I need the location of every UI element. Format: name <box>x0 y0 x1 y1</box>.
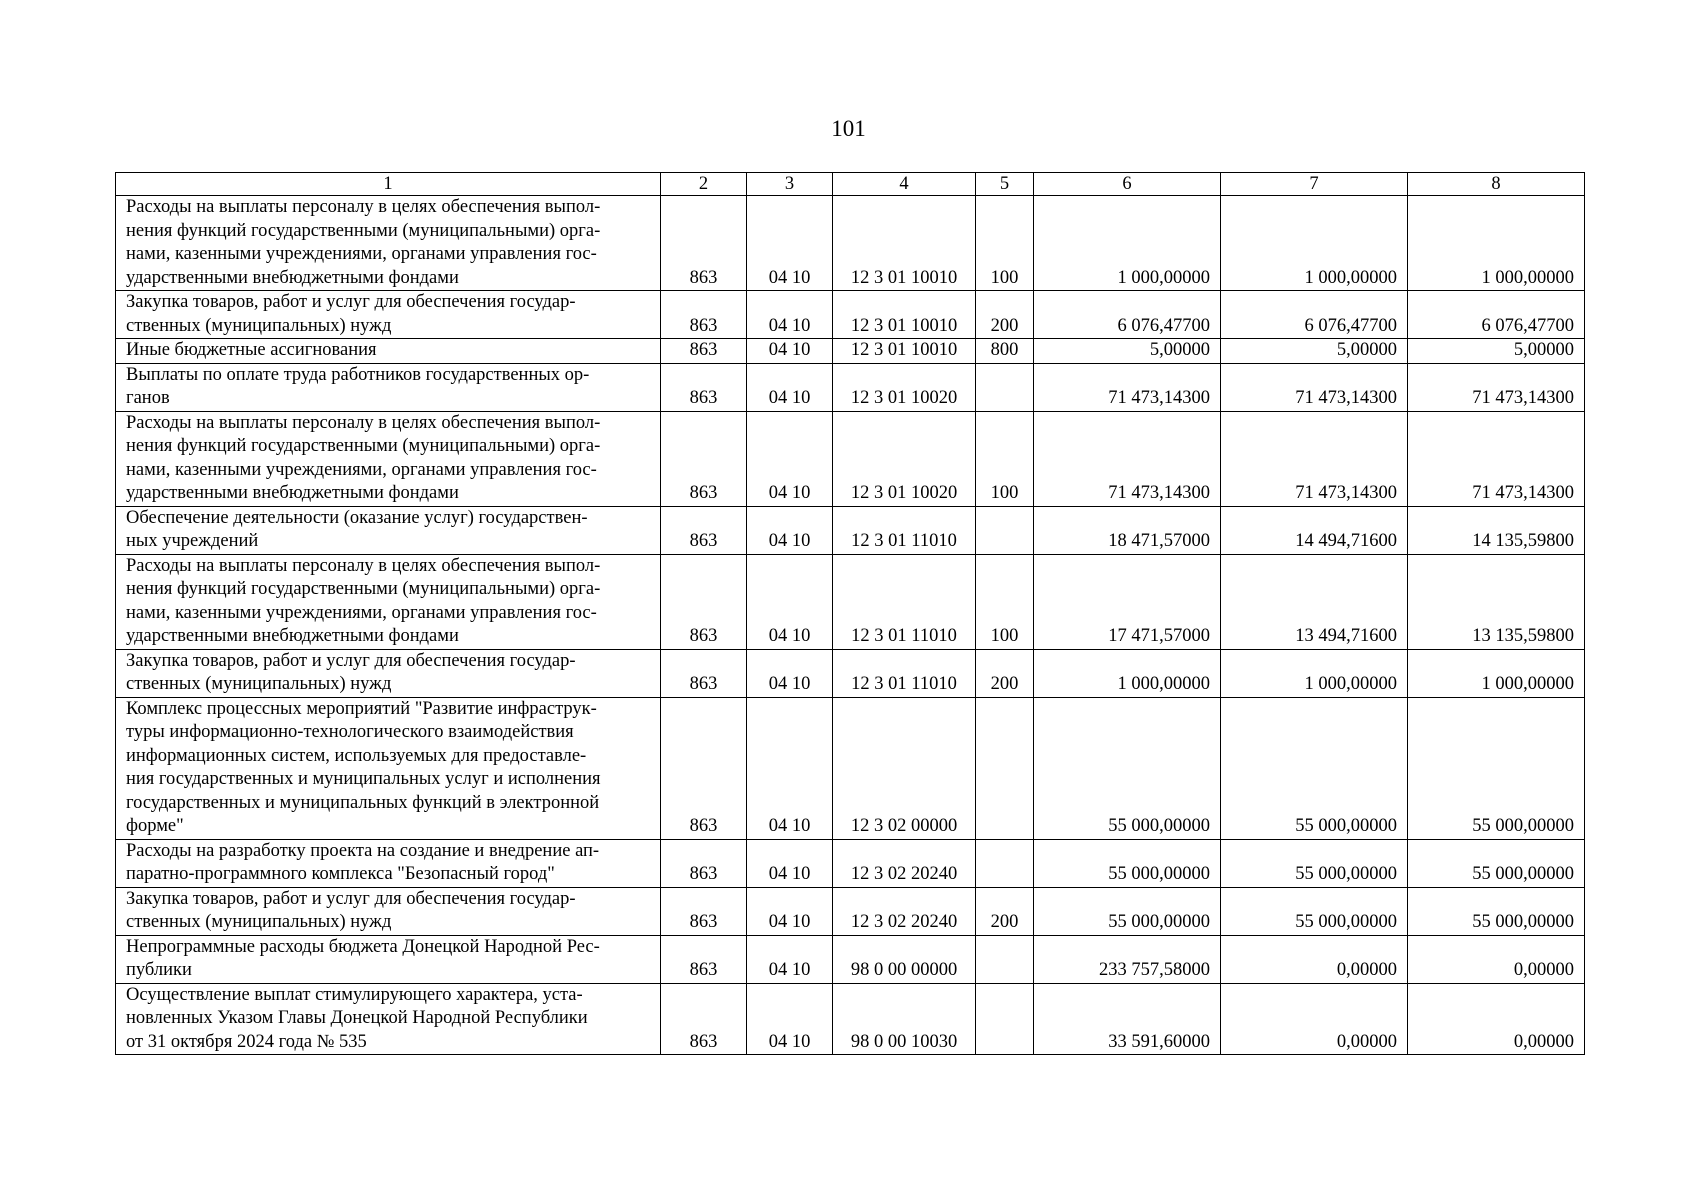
amount-col-7: 0,00000 <box>1221 935 1408 983</box>
section-code: 04 10 <box>747 983 833 1055</box>
column-header: 7 <box>1221 173 1408 196</box>
amount-col-8: 0,00000 <box>1408 935 1585 983</box>
expense-name: Расходы на разработку проекта на создание и внедрение ап- паратно-программного комплекса "Безопасный город" <box>116 839 661 887</box>
target-article-code: 12 3 02 20240 <box>833 887 976 935</box>
amount-col-8: 71 473,14300 <box>1408 363 1585 411</box>
expense-name: Расходы на выплаты персоналу в целях обеспечения выпол- нения функций государственными (муниципальными) орга- нами, казенными учреждениями, органами управления гос- ударственными внебюджетными фондами <box>116 196 661 291</box>
table-row <box>116 554 1585 649</box>
table-row <box>116 983 1585 1055</box>
expense-type-code: 200 <box>976 887 1034 935</box>
expense-name: Расходы на выплаты персоналу в целях обеспечения выпол- нения функций государственными (муниципальными) орга- нами, казенными учреждениями, органами управления гос- ударственными внебюджетными фондами <box>116 411 661 506</box>
column-header: 2 <box>661 173 747 196</box>
expense-type-code <box>976 363 1034 411</box>
amount-col-6: 33 591,60000 <box>1034 983 1221 1055</box>
amount-col-6: 71 473,14300 <box>1034 363 1221 411</box>
target-article-code: 12 3 01 10020 <box>833 363 976 411</box>
amount-col-8: 6 076,47700 <box>1408 291 1585 339</box>
section-code: 04 10 <box>747 697 833 839</box>
table-row <box>116 839 1585 887</box>
section-code: 04 10 <box>747 363 833 411</box>
section-code: 04 10 <box>747 506 833 554</box>
expense-name: Комплекс процессных мероприятий "Развитие инфраструк- туры информационно-технологического взаимодействия информационных систем, используемых для предоставле- ния государственных и муниципальных услуг и исполнения государственных и муниципальных функций в электронной форме" <box>116 697 661 839</box>
ministry-code: 863 <box>661 291 747 339</box>
ministry-code: 863 <box>661 887 747 935</box>
amount-col-8: 71 473,14300 <box>1408 411 1585 506</box>
section-code: 04 10 <box>747 554 833 649</box>
amount-col-6: 18 471,57000 <box>1034 506 1221 554</box>
table-row <box>116 649 1585 697</box>
target-article-code: 12 3 01 10020 <box>833 411 976 506</box>
ministry-code: 863 <box>661 506 747 554</box>
ministry-code: 863 <box>661 983 747 1055</box>
expense-type-code: 200 <box>976 291 1034 339</box>
expense-name: Закупка товаров, работ и услуг для обеспечения государ- ственных (муниципальных) нужд <box>116 887 661 935</box>
table-row <box>116 697 1585 839</box>
table-row <box>116 196 1585 291</box>
amount-col-7: 14 494,71600 <box>1221 506 1408 554</box>
column-header: 8 <box>1408 173 1585 196</box>
amount-col-7: 0,00000 <box>1221 983 1408 1055</box>
amount-col-8: 55 000,00000 <box>1408 697 1585 839</box>
section-code: 04 10 <box>747 839 833 887</box>
target-article-code: 12 3 01 11010 <box>833 649 976 697</box>
table-row <box>116 935 1585 983</box>
amount-col-6: 1 000,00000 <box>1034 196 1221 291</box>
expense-name: Расходы на выплаты персоналу в целях обеспечения выпол- нения функций государственными (муниципальными) орга- нами, казенными учреждениями, органами управления гос- ударственными внебюджетными фондами <box>116 554 661 649</box>
amount-col-7: 5,00000 <box>1221 339 1408 364</box>
expense-name: Осуществление выплат стимулирующего характера, уста- новленных Указом Главы Донецкой Народной Республики от 31 октября 2024 года № 535 <box>116 983 661 1055</box>
target-article-code: 12 3 02 20240 <box>833 839 976 887</box>
section-code: 04 10 <box>747 411 833 506</box>
expense-type-code: 200 <box>976 649 1034 697</box>
section-code: 04 10 <box>747 887 833 935</box>
amount-col-6: 55 000,00000 <box>1034 697 1221 839</box>
table-row <box>116 887 1585 935</box>
target-article-code: 12 3 01 10010 <box>833 291 976 339</box>
target-article-code: 12 3 01 11010 <box>833 554 976 649</box>
amount-col-7: 6 076,47700 <box>1221 291 1408 339</box>
section-code: 04 10 <box>747 291 833 339</box>
amount-col-6: 6 076,47700 <box>1034 291 1221 339</box>
amount-col-8: 1 000,00000 <box>1408 649 1585 697</box>
amount-col-8: 5,00000 <box>1408 339 1585 364</box>
target-article-code: 98 0 00 10030 <box>833 983 976 1055</box>
ministry-code: 863 <box>661 697 747 839</box>
expense-type-code: 100 <box>976 196 1034 291</box>
amount-col-7: 71 473,14300 <box>1221 363 1408 411</box>
table-row <box>116 411 1585 506</box>
table-header-row <box>116 173 1585 196</box>
expense-type-code <box>976 697 1034 839</box>
section-code: 04 10 <box>747 196 833 291</box>
amount-col-6: 17 471,57000 <box>1034 554 1221 649</box>
expense-name: Закупка товаров, работ и услуг для обеспечения государ- ственных (муниципальных) нужд <box>116 291 661 339</box>
ministry-code: 863 <box>661 196 747 291</box>
section-code: 04 10 <box>747 339 833 364</box>
target-article-code: 12 3 01 11010 <box>833 506 976 554</box>
amount-col-7: 1 000,00000 <box>1221 196 1408 291</box>
table-row <box>116 506 1585 554</box>
amount-col-8: 14 135,59800 <box>1408 506 1585 554</box>
amount-col-6: 71 473,14300 <box>1034 411 1221 506</box>
expense-type-code: 100 <box>976 554 1034 649</box>
table-body <box>116 196 1585 1055</box>
ministry-code: 863 <box>661 839 747 887</box>
expense-type-code <box>976 506 1034 554</box>
amount-col-7: 71 473,14300 <box>1221 411 1408 506</box>
amount-col-6: 233 757,58000 <box>1034 935 1221 983</box>
section-code: 04 10 <box>747 935 833 983</box>
amount-col-8: 1 000,00000 <box>1408 196 1585 291</box>
section-code: 04 10 <box>747 649 833 697</box>
table-row <box>116 291 1585 339</box>
ministry-code: 863 <box>661 649 747 697</box>
target-article-code: 12 3 01 10010 <box>833 339 976 364</box>
expense-type-code: 100 <box>976 411 1034 506</box>
expense-type-code <box>976 935 1034 983</box>
ministry-code: 863 <box>661 339 747 364</box>
expense-name: Закупка товаров, работ и услуг для обеспечения государ- ственных (муниципальных) нужд <box>116 649 661 697</box>
expense-name: Непрограммные расходы бюджета Донецкой Народной Рес- публики <box>116 935 661 983</box>
table-row <box>116 363 1585 411</box>
expense-type-code <box>976 839 1034 887</box>
amount-col-8: 13 135,59800 <box>1408 554 1585 649</box>
expense-name: Обеспечение деятельности (оказание услуг) государствен- ных учреждений <box>116 506 661 554</box>
amount-col-8: 0,00000 <box>1408 983 1585 1055</box>
column-header: 1 <box>116 173 661 196</box>
amount-col-8: 55 000,00000 <box>1408 887 1585 935</box>
target-article-code: 12 3 01 10010 <box>833 196 976 291</box>
amount-col-7: 55 000,00000 <box>1221 839 1408 887</box>
amount-col-6: 1 000,00000 <box>1034 649 1221 697</box>
target-article-code: 98 0 00 00000 <box>833 935 976 983</box>
column-header: 5 <box>976 173 1034 196</box>
amount-col-6: 55 000,00000 <box>1034 887 1221 935</box>
expense-name: Иные бюджетные ассигнования <box>116 339 661 364</box>
amount-col-7: 13 494,71600 <box>1221 554 1408 649</box>
amount-col-7: 55 000,00000 <box>1221 887 1408 935</box>
amount-col-6: 55 000,00000 <box>1034 839 1221 887</box>
ministry-code: 863 <box>661 554 747 649</box>
ministry-code: 863 <box>661 935 747 983</box>
column-header: 6 <box>1034 173 1221 196</box>
ministry-code: 863 <box>661 411 747 506</box>
column-header: 4 <box>833 173 976 196</box>
amount-col-7: 1 000,00000 <box>1221 649 1408 697</box>
page-number: 101 <box>831 116 866 141</box>
amount-col-6: 5,00000 <box>1034 339 1221 364</box>
expense-type-code: 800 <box>976 339 1034 364</box>
target-article-code: 12 3 02 00000 <box>833 697 976 839</box>
amount-col-7: 55 000,00000 <box>1221 697 1408 839</box>
expense-name: Выплаты по оплате труда работников государственных ор- ганов <box>116 363 661 411</box>
amount-col-8: 55 000,00000 <box>1408 839 1585 887</box>
expense-type-code <box>976 983 1034 1055</box>
column-header: 3 <box>747 173 833 196</box>
ministry-code: 863 <box>661 363 747 411</box>
budget-table <box>115 172 1585 1055</box>
table-row <box>116 339 1585 364</box>
